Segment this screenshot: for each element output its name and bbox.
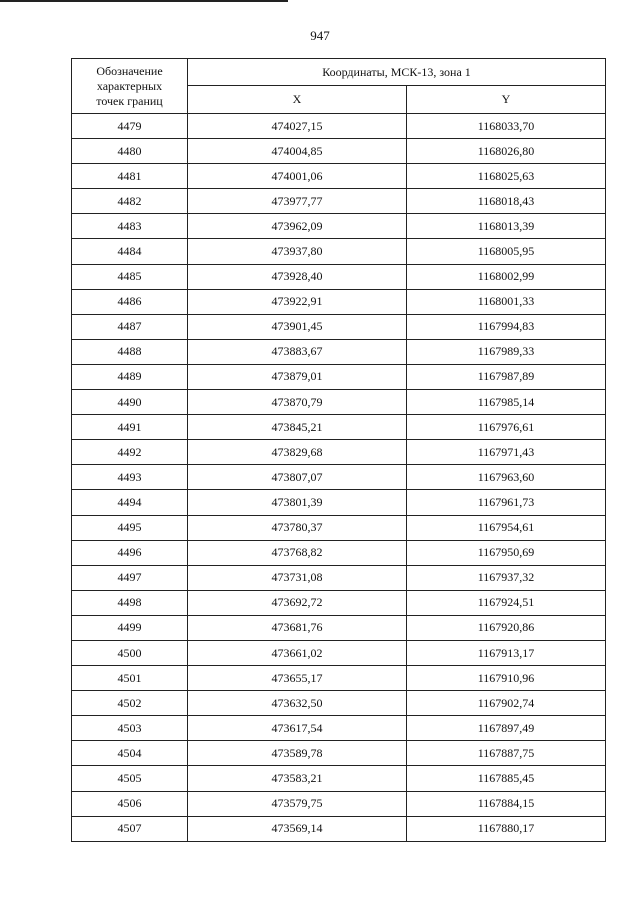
y-cell: 1167937,32 [407,565,606,590]
point-cell: 4494 [72,490,188,515]
x-cell: 473583,21 [188,766,407,791]
table-body [72,114,606,842]
y-cell: 1167887,75 [407,741,606,766]
y-cell: 1168033,70 [407,114,606,139]
y-cell: 1167954,61 [407,515,606,540]
y-cell: 1167976,61 [407,415,606,440]
table-row [72,691,606,716]
x-cell: 473692,72 [188,590,407,615]
x-cell: 473901,45 [188,314,407,339]
x-cell: 473661,02 [188,640,407,665]
point-cell: 4500 [72,640,188,665]
point-cell: 4496 [72,540,188,565]
point-cell: 4479 [72,114,188,139]
y-cell: 1168001,33 [407,289,606,314]
x-cell: 473768,82 [188,540,407,565]
point-cell: 4485 [72,264,188,289]
x-cell: 473962,09 [188,214,407,239]
table-row [72,264,606,289]
point-cell: 4506 [72,791,188,816]
y-cell: 1168018,43 [407,189,606,214]
table-row [72,239,606,264]
x-cell: 473589,78 [188,741,407,766]
header-point-designation [72,59,188,114]
point-cell: 4481 [72,164,188,189]
table-row [72,590,606,615]
y-cell: 1168026,80 [407,139,606,164]
x-cell: 474001,06 [188,164,407,189]
table-row [72,114,606,139]
table-row [72,565,606,590]
page-number: 947 [310,28,330,43]
y-cell: 1167902,74 [407,691,606,716]
header-point-line-1: Обозначение [96,63,163,78]
y-cell: 1167987,89 [407,364,606,389]
table-row [72,189,606,214]
table-row [72,791,606,816]
x-cell: 473928,40 [188,264,407,289]
table-row [72,289,606,314]
scan-edge-mark [0,0,288,2]
point-cell: 4495 [72,515,188,540]
x-cell: 473681,76 [188,615,407,640]
x-cell: 473922,91 [188,289,407,314]
table-row [72,666,606,691]
x-cell: 473845,21 [188,415,407,440]
table-row [72,766,606,791]
x-cell: 473579,75 [188,791,407,816]
table-row [72,515,606,540]
y-cell: 1167910,96 [407,666,606,691]
table-row [72,139,606,164]
x-cell: 473807,07 [188,465,407,490]
y-cell: 1168005,95 [407,239,606,264]
table-row [72,440,606,465]
y-cell: 1167971,43 [407,440,606,465]
table-row [72,339,606,364]
table-row [72,214,606,239]
y-cell: 1167880,17 [407,816,606,841]
point-cell: 4484 [72,239,188,264]
point-cell: 4505 [72,766,188,791]
point-cell: 4488 [72,339,188,364]
point-cell: 4483 [72,214,188,239]
x-cell: 473780,37 [188,515,407,540]
header-point-line-3: точек границ [96,93,163,108]
y-cell: 1167994,83 [407,314,606,339]
point-cell: 4501 [72,666,188,691]
point-cell: 4497 [72,565,188,590]
point-cell: 4480 [72,139,188,164]
table-row [72,390,606,415]
point-cell: 4489 [72,364,188,389]
x-cell: 474004,85 [188,139,407,164]
x-cell: 473870,79 [188,390,407,415]
point-cell: 4491 [72,415,188,440]
y-cell: 1167913,17 [407,640,606,665]
x-cell: 473829,68 [188,440,407,465]
x-cell: 473977,77 [188,189,407,214]
header-y: Y [407,86,606,114]
header-point-line-2: характерных [96,78,163,93]
table-row [72,640,606,665]
point-cell: 4502 [72,691,188,716]
y-cell: 1168013,39 [407,214,606,239]
y-cell: 1167989,33 [407,339,606,364]
y-cell: 1167920,86 [407,615,606,640]
y-cell: 1167950,69 [407,540,606,565]
table-row [72,716,606,741]
point-cell: 4486 [72,289,188,314]
y-cell: 1167985,14 [407,390,606,415]
table-row [72,314,606,339]
y-cell: 1167885,45 [407,766,606,791]
table-row [72,364,606,389]
table-row [72,741,606,766]
x-cell: 473569,14 [188,816,407,841]
y-cell: 1168025,63 [407,164,606,189]
header-x: X [188,86,407,114]
y-cell: 1167897,49 [407,716,606,741]
y-cell: 1167963,60 [407,465,606,490]
point-cell: 4498 [72,590,188,615]
point-cell: 4503 [72,716,188,741]
point-cell: 4482 [72,189,188,214]
table-row [72,615,606,640]
table-row [72,490,606,515]
table-row [72,540,606,565]
point-cell: 4492 [72,440,188,465]
point-cell: 4487 [72,314,188,339]
table-row [72,164,606,189]
x-cell: 473883,67 [188,339,407,364]
x-cell: 473617,54 [188,716,407,741]
x-cell: 473801,39 [188,490,407,515]
point-cell: 4507 [72,816,188,841]
x-cell: 473731,08 [188,565,407,590]
y-cell: 1167884,15 [407,791,606,816]
y-cell: 1167924,51 [407,590,606,615]
x-cell: 473879,01 [188,364,407,389]
y-cell: 1167961,73 [407,490,606,515]
table-row [72,415,606,440]
x-cell: 473655,17 [188,666,407,691]
table-row [72,465,606,490]
point-cell: 4504 [72,741,188,766]
x-cell: 473937,80 [188,239,407,264]
point-cell: 4490 [72,390,188,415]
x-cell: 473632,50 [188,691,407,716]
header-coordinates: Координаты, МСК-13, зона 1 [188,59,606,86]
x-cell: 474027,15 [188,114,407,139]
coordinates-table [71,58,606,842]
point-cell: 4499 [72,615,188,640]
point-cell: 4493 [72,465,188,490]
table-row [72,816,606,841]
y-cell: 1168002,99 [407,264,606,289]
